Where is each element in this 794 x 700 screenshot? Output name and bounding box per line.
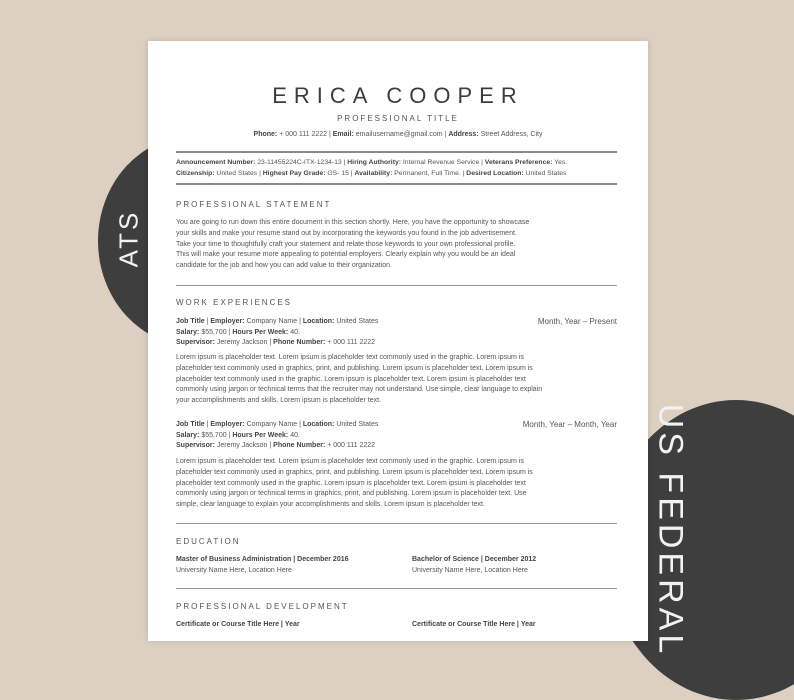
- development-heading: PROFESSIONAL DEVELOPMENT: [176, 602, 349, 611]
- education-heading: EDUCATION: [176, 537, 241, 546]
- development-item: Certificate or Course Title Here | Year: [176, 621, 300, 628]
- job-description: Lorem ipsum is placeholder text. Lorem ipsum is placeholder text commonly used in the graphic. Lorem ipsum is placeholder text commonly used in graphics, print, and publishing. Lorem ipsum is placeholder text. Lorem ipsum is placeholder text commonly used in the graphic. Lorem ipsum is placeholder text. Lorem ipsum is placeholder text commonly using jargon or technical terms in graphics, print, and publishing. Lorem ipsum is placeholder text. Use simple, clear language to explain your accomplishments and skills. Lorem ipsum is placeholder text.: [176, 458, 533, 509]
- contact-line: Phone: + 000 111 2222 | Email: emailusername@gmail.com | Address: Street Address, City: [253, 131, 543, 138]
- resume-page: [148, 41, 648, 641]
- development-item: Certificate or Course Title Here | Year: [412, 621, 536, 628]
- federal-info-box: Announcement Number: 23-11455224C-ITX-1234-13 | Hiring Authority: Internal Revenue Service | Veterans Preference: Yes. Citizenship: United States | Highest Pay Grade: GS- 15 | Availability: Permanent, Full Time. | Desired Location: United States: [176, 151, 617, 185]
- professional-title: PROFESSIONAL TITLE: [337, 114, 459, 123]
- job-entry: Job Title | Employer: Company Name | Location: United States Salary: $55,700 | Hours Per Week: 40. Supervisor: Jeremy Jackson | Phone Number: + 000 111 2222: [176, 421, 379, 450]
- divider: [176, 523, 617, 524]
- divider: [176, 588, 617, 589]
- education-item: Bachelor of Science | December 2012 University Name Here, Location Here: [412, 556, 537, 574]
- job-entry: Job Title | Employer: Company Name | Location: United States Salary: $55,700 | Hours Per Week: 40. Supervisor: Jeremy Jackson | Phone Number: + 000 111 2222: [176, 318, 379, 347]
- us-federal-label: US FEDERAL: [651, 403, 690, 657]
- resume-name: ERICA COOPER: [272, 83, 524, 108]
- ats-label: ATS: [113, 209, 144, 267]
- statement-heading: PROFESSIONAL STATEMENT: [176, 200, 332, 209]
- work-heading: WORK EXPERIENCES: [176, 298, 293, 307]
- statement-text: You are going to run down this entire document in this section shortly. Here, you have the opportunity to showcase your skills and make your resume stand out by incorporating the keywords you found in the job advertisement. Take your time to thoughtfully craft your statement and relate those keywords to your own professional profile. This will make your resume more appealing to potential employers. Clearly explain why you would be an ideal candidate for the job and how you can add value to their organization.: [176, 219, 530, 270]
- job-date: Month, Year – Month, Year: [522, 420, 617, 429]
- education-item: Master of Business Administration | December 2016 University Name Here, Location Here: [176, 556, 349, 574]
- divider: [176, 285, 617, 286]
- job-description: Lorem ipsum is placeholder text. Lorem ipsum is placeholder text commonly used in the graphic. Lorem ipsum is placeholder text commonly used in graphics, print, and publishing. Lorem ipsum is placeholder text. Lorem ipsum is placeholder text commonly used in the graphic. Lorem ipsum is placeholder text. Lorem ipsum is placeholder text commonly using jargon or technical terms that the recruiter may not understand. Use simple, clear language to explain your accomplishments and skills. Lorem ipsum is placeholder text.: [176, 354, 543, 405]
- job-date: Month, Year – Present: [537, 317, 617, 326]
